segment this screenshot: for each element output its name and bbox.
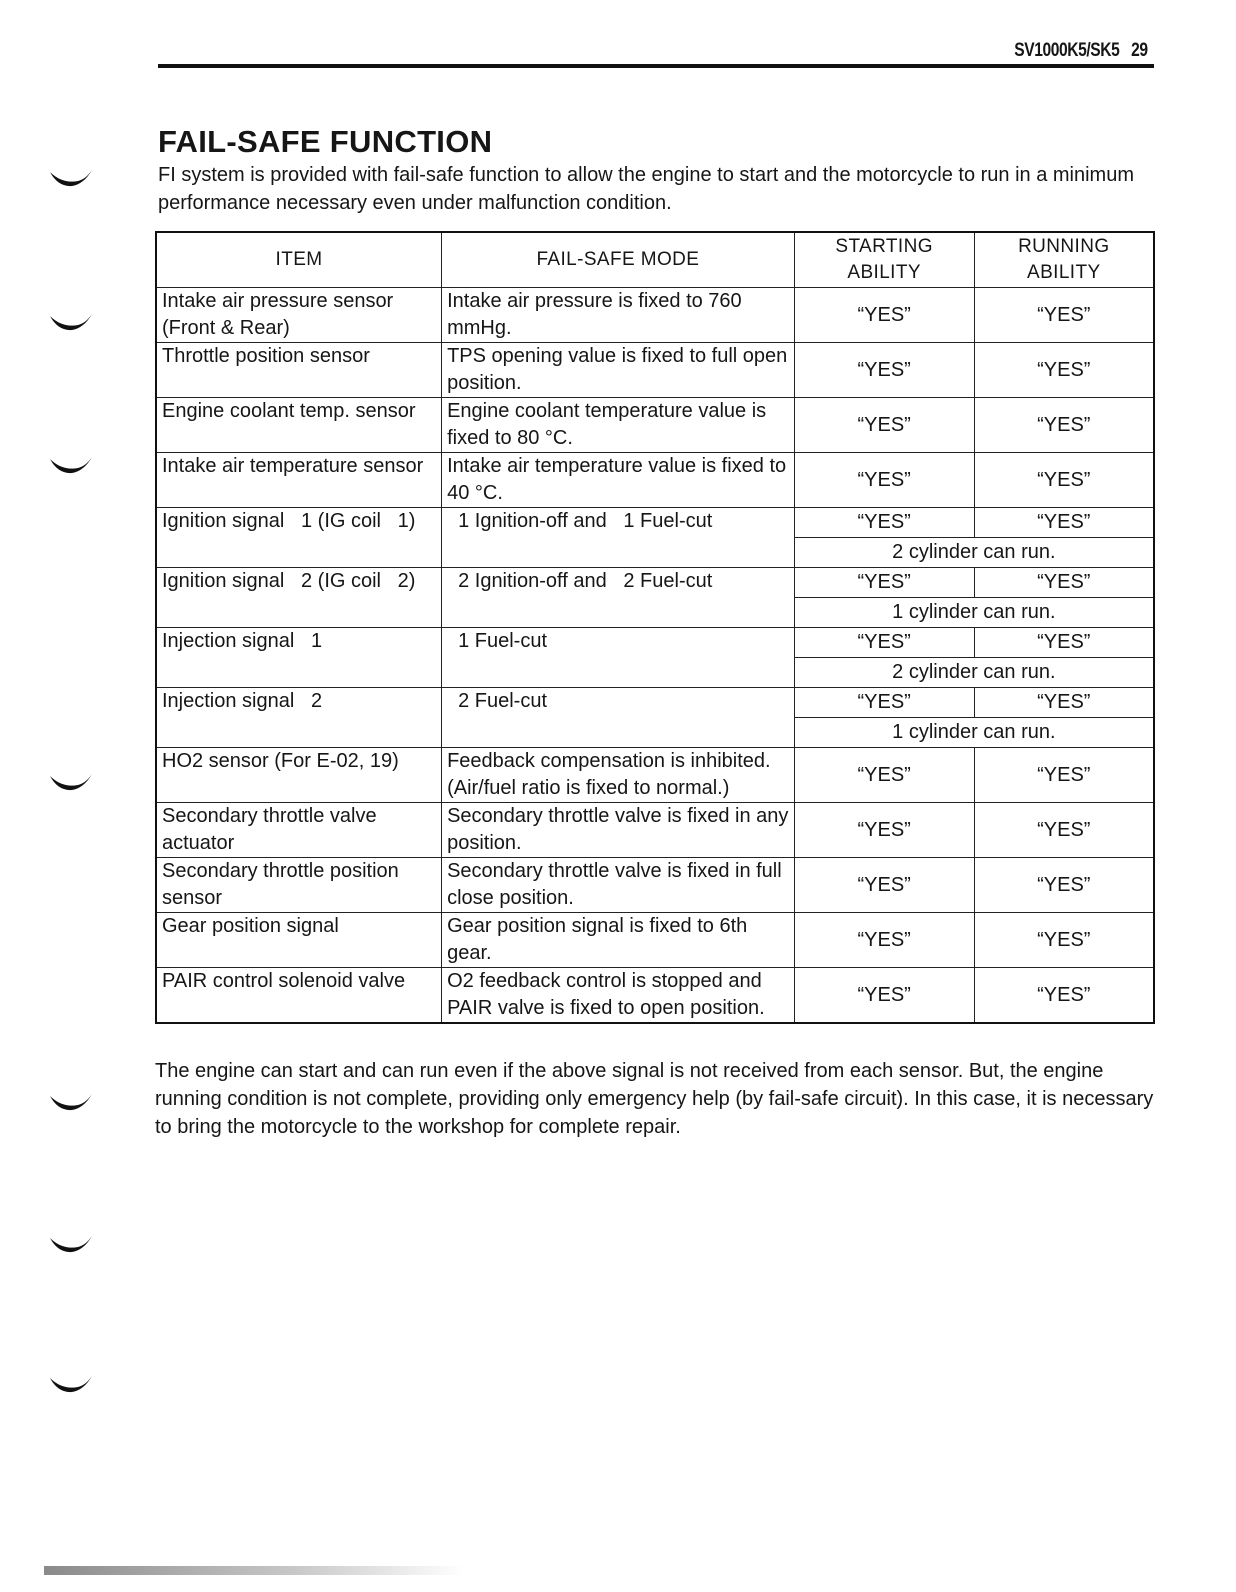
starting-cell: “YES” [794,968,974,1024]
table-row [156,508,1154,538]
binding-mark [48,312,94,332]
starting-cell: “YES” [794,398,974,453]
running-cell: “YES” [974,968,1154,1024]
cylinder-note: 2 cylinder can run. [794,658,1154,688]
table-row [156,453,1154,508]
binding-mark [48,455,94,475]
running-cell: “YES” [974,628,1154,658]
scan-edge-strip [44,1566,464,1575]
table-row [156,748,1154,803]
mode-cell: 1 Ignition-off and 1 Fuel-cut [442,508,795,568]
starting-cell: “YES” [794,343,974,398]
table-row [156,688,1154,718]
running-cell: “YES” [974,803,1154,858]
starting-cell: “YES” [794,688,974,718]
intro-paragraph: FI system is provided with fail-safe function to allow the engine to start and the motorcycle to run in a minimum performance necessary even under malfunction condition. [158,164,1134,214]
item-cell: Engine coolant temp. sensor [156,398,442,453]
running-cell: “YES” [974,343,1154,398]
item-cell: Gear position signal [156,913,442,968]
running-cell: “YES” [974,858,1154,913]
item-cell: Ignition signal 2 (IG coil 2) [156,568,442,628]
mode-cell: Secondary throttle valve is fixed in any position. [442,803,795,858]
running-cell: “YES” [974,688,1154,718]
cylinder-note: 2 cylinder can run. [794,538,1154,568]
running-cell: “YES” [974,288,1154,343]
fail-safe-table [155,231,1155,1024]
starting-cell: “YES” [794,628,974,658]
mode-cell: Intake air temperature value is fixed to 40 °C. [442,453,795,508]
table-row [156,968,1154,1024]
starting-cell: “YES” [794,288,974,343]
starting-cell: “YES” [794,568,974,598]
mode-cell: 2 Fuel-cut [442,688,795,748]
mode-cell: Engine coolant temperature value is fixed to 80 °C. [442,398,795,453]
mode-cell: TPS opening value is fixed to full open position. [442,343,795,398]
table-row [156,568,1154,598]
mode-cell: Intake air pressure is fixed to 760 mmHg. [442,288,795,343]
header-mode: FAIL-SAFE MODE [442,232,795,288]
starting-cell: “YES” [794,748,974,803]
starting-cell: “YES” [794,913,974,968]
running-cell: “YES” [974,913,1154,968]
mode-cell: Secondary throttle valve is fixed in full close position. [442,858,795,913]
running-cell: “YES” [974,748,1154,803]
table-row [156,913,1154,968]
header-starting: STARTING ABILITY [794,232,974,288]
cylinder-note: 1 cylinder can run. [794,598,1154,628]
cylinder-note: 1 cylinder can run. [794,718,1154,748]
table-row [156,858,1154,913]
item-cell: Intake air temperature sensor [156,453,442,508]
item-cell: Intake air pressure sensor (Front & Rear) [156,288,442,343]
running-cell: “YES” [974,568,1154,598]
table-row [156,288,1154,343]
table-row [156,398,1154,453]
table-row [156,343,1154,398]
binding-mark [48,168,94,188]
mode-cell: 1 Fuel-cut [442,628,795,688]
page-reference: SV1000K5/SK5 29 [1014,40,1148,61]
running-cell: “YES” [974,453,1154,508]
binding-mark [48,1092,94,1112]
table-row [156,628,1154,658]
item-cell: Throttle position sensor [156,343,442,398]
mode-cell: Gear position signal is fixed to 6th gear. [442,913,795,968]
starting-cell: “YES” [794,453,974,508]
item-cell: Injection signal 2 [156,688,442,748]
running-cell: “YES” [974,508,1154,538]
item-cell: Secondary throttle valve actuator [156,803,442,858]
header-item: ITEM [156,232,442,288]
item-cell: PAIR control solenoid valve [156,968,442,1024]
item-cell: HO2 sensor (For E-02, 19) [156,748,442,803]
starting-cell: “YES” [794,858,974,913]
section-title: FAIL-SAFE FUNCTION [158,124,493,159]
mode-cell: 2 Ignition-off and 2 Fuel-cut [442,568,795,628]
item-cell: Injection signal 1 [156,628,442,688]
mode-cell: O2 feedback control is stopped and PAIR valve is fixed to open position. [442,968,795,1024]
binding-mark [48,1234,94,1254]
starting-cell: “YES” [794,508,974,538]
header-rule [158,64,1154,68]
page-header [158,38,1154,68]
binding-mark [48,772,94,792]
running-cell: “YES” [974,398,1154,453]
starting-cell: “YES” [794,803,974,858]
header-running: RUNNING ABILITY [974,232,1154,288]
footer-paragraph: The engine can start and can run even if the above signal is not received from each sensor. But, the engine running condition is not complete, providing only emergency help (by fail-safe circuit). In this case, it is necessary to bring the motorcycle to the workshop for complete repair. [155,1060,1154,1138]
table-row [156,803,1154,858]
mode-cell: Feedback compensation is inhibited. (Air/fuel ratio is fixed to normal.) [442,748,795,803]
item-cell: Secondary throttle position sensor [156,858,442,913]
item-cell: Ignition signal 1 (IG coil 1) [156,508,442,568]
binding-mark [48,1374,94,1394]
table-header-row [156,232,1154,288]
